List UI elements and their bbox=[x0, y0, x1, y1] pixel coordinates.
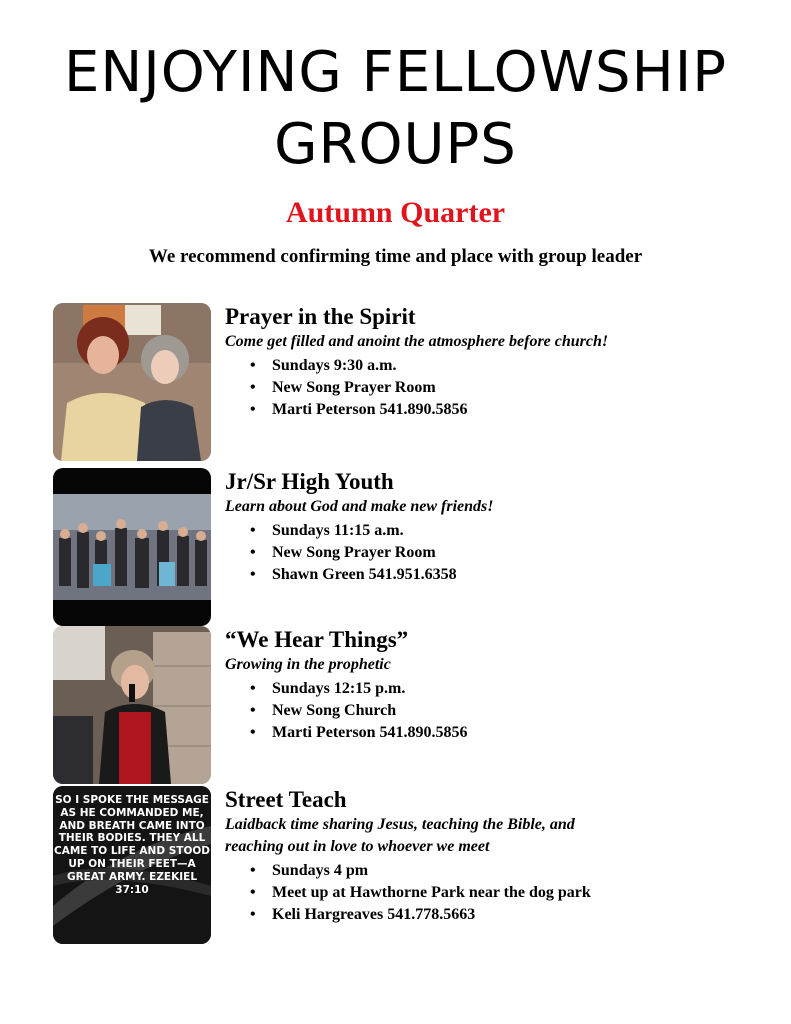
group-details bbox=[225, 520, 745, 586]
page-title-line2: GROUPS bbox=[274, 112, 517, 177]
group-details bbox=[225, 355, 745, 421]
group-details bbox=[225, 678, 745, 744]
group-time: • Sundays 9:30 a.m. bbox=[225, 355, 745, 377]
scripture-quote-image bbox=[53, 786, 211, 944]
group-title: Street Teach bbox=[225, 787, 347, 812]
group-photo-prayer bbox=[53, 303, 211, 461]
group-info bbox=[225, 303, 745, 421]
group-info bbox=[225, 786, 745, 926]
group-photo-youth bbox=[53, 468, 211, 626]
group-contact: • Keli Hargreaves 541.778.5663 bbox=[225, 904, 745, 926]
group-contact: • Shawn Green 541.951.6358 bbox=[225, 564, 745, 586]
group-description: reaching out in love to whoever we meet bbox=[225, 838, 490, 855]
group-description: Growing in the prophetic bbox=[225, 656, 391, 673]
group-contact: • Marti Peterson 541.890.5856 bbox=[225, 722, 745, 744]
group-description: Laidback time sharing Jesus, teaching the Bible, and bbox=[225, 816, 575, 833]
scripture-quote-text: SO I SPOKE THE MESSAGE AS HE COMMANDED ME, AND BREATH CAME INTO THEIR BODIES. THEY ALL CAME TO LIFE AND STOOD UP ON THEIR FEET—A GREAT ARMY. EZEKIEL 37:10 bbox=[53, 794, 211, 896]
group-location: • New Song Prayer Room bbox=[225, 377, 745, 399]
group-title: Prayer in the Spirit bbox=[225, 304, 416, 329]
group-photo-prophetic bbox=[53, 626, 211, 784]
group-location: • New Song Church bbox=[225, 700, 745, 722]
group-location: • Meet up at Hawthorne Park near the dog park bbox=[225, 882, 745, 904]
confirmation-note: We recommend confirming time and place with group leader bbox=[148, 246, 643, 267]
group-time: • Sundays 4 pm bbox=[225, 860, 745, 882]
season-subtitle: Autumn Quarter bbox=[285, 196, 506, 229]
group-title: Jr/Sr High Youth bbox=[225, 469, 394, 494]
group-details bbox=[225, 860, 745, 926]
group-description: Come get filled and anoint the atmosphere before church! bbox=[225, 333, 609, 350]
group-info bbox=[225, 626, 745, 744]
page-title-line1: ENJOYING FELLOWSHIP bbox=[64, 40, 727, 105]
group-description: Learn about God and make new friends! bbox=[225, 498, 494, 515]
group-title: “We Hear Things” bbox=[225, 627, 409, 652]
group-info bbox=[225, 468, 745, 586]
group-location: • New Song Prayer Room bbox=[225, 542, 745, 564]
group-time: • Sundays 12:15 p.m. bbox=[225, 678, 745, 700]
group-time: • Sundays 11:15 a.m. bbox=[225, 520, 745, 542]
group-contact: • Marti Peterson 541.890.5856 bbox=[225, 399, 745, 421]
